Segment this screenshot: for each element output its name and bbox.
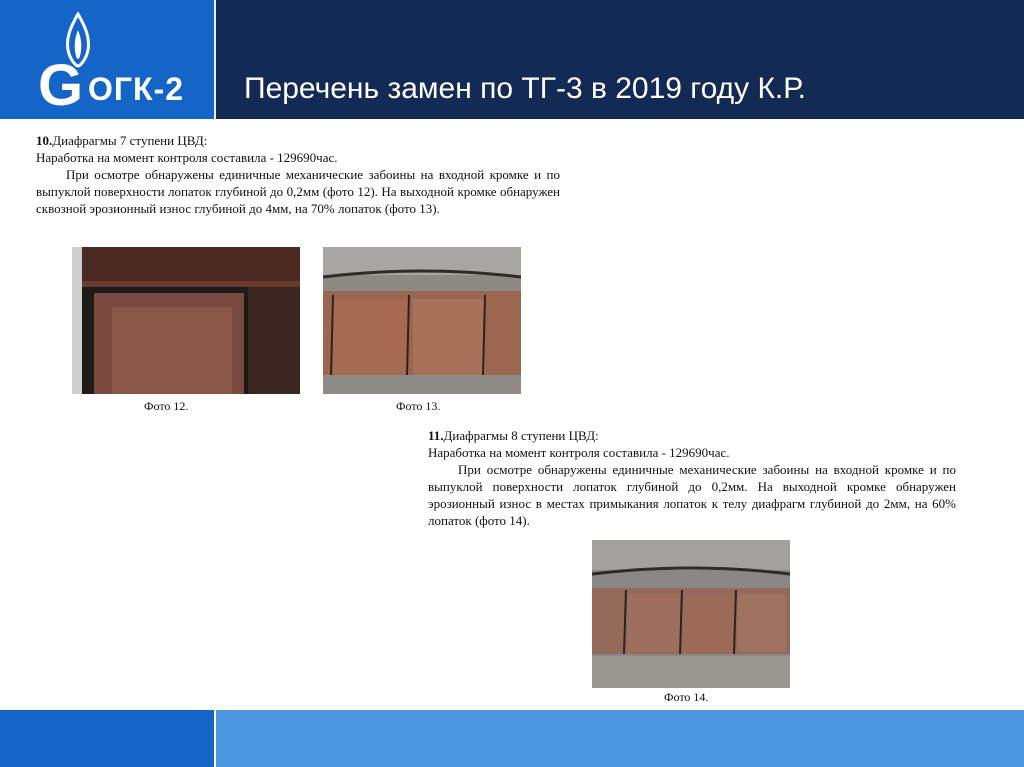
section-number: 11. — [428, 428, 444, 443]
section-heading — [428, 427, 956, 444]
section-title: Диафрагмы 8 ступени ЦВД: — [443, 428, 599, 443]
photo-14 — [592, 540, 790, 688]
photo-14-caption: Фото 14. — [664, 690, 709, 704]
photo-12-caption: Фото 12. — [144, 399, 189, 413]
logo-text: ОГК-2 — [88, 71, 185, 107]
logo-letter: G — [38, 53, 84, 118]
photo-13-caption: Фото 13. — [396, 399, 441, 413]
section-heading — [36, 132, 560, 149]
footer-left-block — [0, 710, 214, 767]
photo-12 — [72, 247, 300, 394]
photo-13 — [323, 247, 521, 394]
page-title: Перечень замен по ТГ-3 в 2019 году К.Р. — [244, 72, 806, 105]
inspection-text: При осмотре обнаружены единичные механические забоины на входной кромке и по выпуклой поверхности лопаток глубиной до 0,2мм. На выходной кромке обнаружен эрозионный износ в местах примыкания лопаток к телу диафрагм глубиной до 2мм, на 60% лопаток (фото 14). — [428, 462, 956, 528]
section-diaphragm-8 — [428, 427, 956, 529]
footer-right-bar — [216, 710, 1024, 767]
inspection-text: При осмотре обнаружены единичные механические забоины на входной кромке и по выпуклой поверхности лопаток глубиной до 0,2мм (фото 12). На выходной кромке обнаружен сквозной эрозионный износ глубиной до 4мм, на 70% лопаток (фото 13). — [36, 167, 560, 216]
section-number: 10. — [36, 133, 53, 148]
section-diaphragm-7 — [36, 132, 560, 217]
runtime-text: Наработка на момент контроля составила - 129690час. — [36, 150, 338, 165]
section-title: Диафрагмы 7 ступени ЦВД: — [52, 133, 208, 148]
runtime-text: Наработка на момент контроля составила - 129690час. — [428, 445, 730, 460]
logo-block — [0, 0, 214, 119]
